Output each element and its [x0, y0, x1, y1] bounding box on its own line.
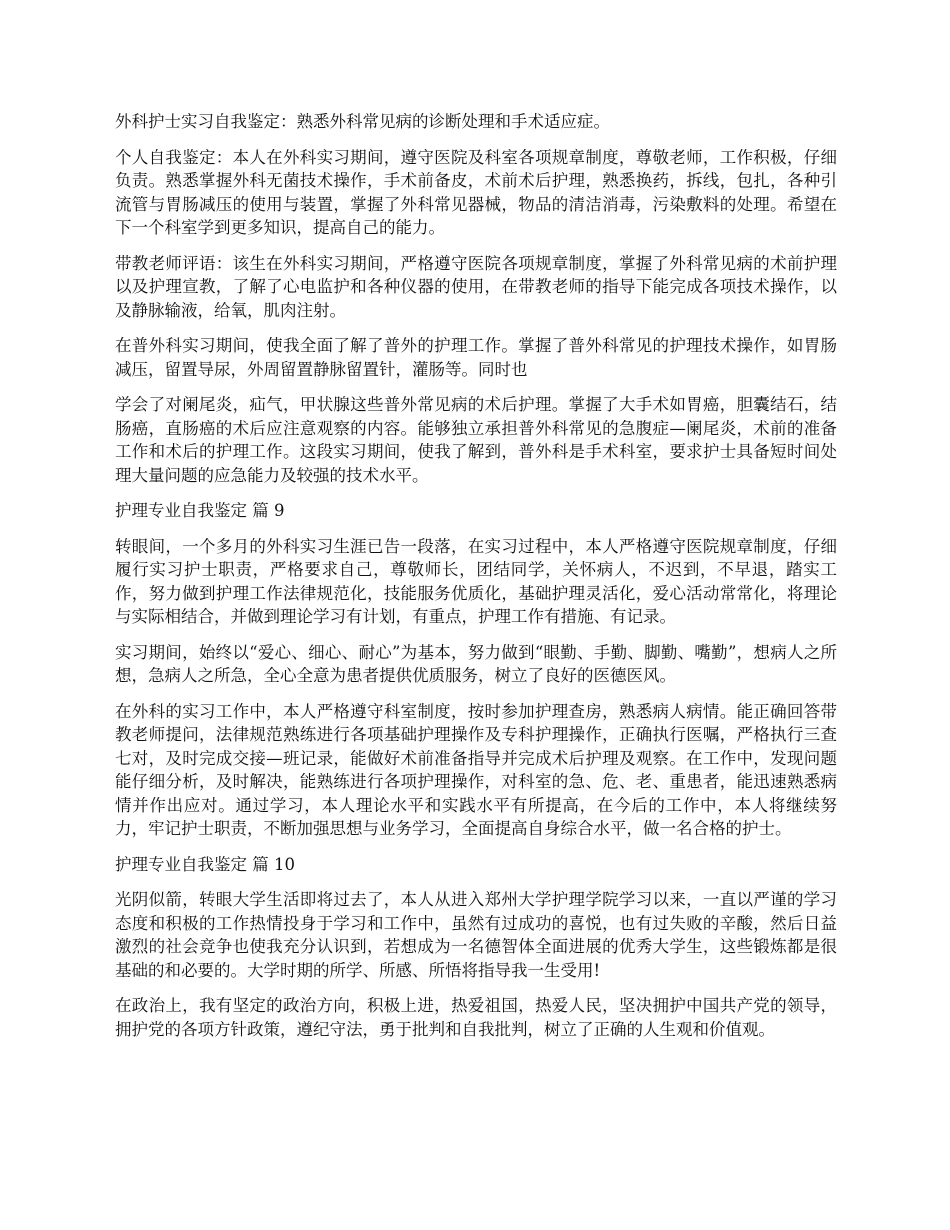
paragraph-general-surgery-cont: 学会了对阑尾炎，疝气，甲状腺这些普外常见病的术后护理。掌握了大手术如胃癌，胆囊结石，结肠癌，直肠癌的术后应注意观察的内容。能够独立承担普外科常见的急腹症—阑尾炎，术前的准备工作和术后的护理工作。这段实习期间，使我了解到，普外科是手术科室，要求护士具备短时间处理大量问题的应急能力及较强的技术水平。	[115, 395, 837, 485]
section-heading-10: 护理专业自我鉴定 篇 10	[115, 854, 295, 874]
section-heading-9: 护理专业自我鉴定 篇 9	[115, 501, 285, 520]
paragraph-section9-intro: 转眼间，一个多月的外科实习生涯已告一段落，在实习过程中，本人严格遵守医院规章制度，仔细履行实习护士职责，严格要求自己，尊敬师长，团结同学，关怀病人，不迟到，不早退，踏实工作，努力做到护理工作法律规范化，技能服务优质化，基础护理灵活化，爱心活动常常化，将理论与实际相结合，并做到理论学习有计划，有重点，护理工作有措施、有记录。	[115, 536, 837, 626]
paragraph-teacher-comment: 带教老师评语：该生在外科实习期间，严格遵守医院各项规章制度，掌握了外科常见病的术前护理以及护理宣教，了解了心电监护和各种仪器的使用，在带教老师的指导下能完成各项技术操作，以及静脉输液，给氧，肌肉注射。	[115, 253, 837, 320]
paragraph-section9-work: 在外科的实习工作中，本人严格遵守科室制度，按时参加护理查房，熟悉病人病情。能正确回答带教老师提问，法律规范熟练进行各项基础护理操作及专科护理操作，正确执行医嘱，严格执行三查七对，及时完成交接—班记录，能做好术前准备指导并完成术后护理及观察。在工作中，发现问题能仔细分析，及时解决，能熟练进行各项护理操作，对科室的急、危、老、重患者，能迅速熟悉病情并作出应对。通过学习，本人理论水平和实践水平有所提高，在今后的工作中，本人将继续努力，牢记护士职责，不断加强思想与业务学习，全面提高自身综合水平，做一名合格的护士。	[115, 701, 837, 838]
paragraph-general-surgery: 在普外科实习期间，使我全面了解了普外的护理工作。掌握了普外科常见的护理技术操作，如胃肠减压，留置导尿，外周留置静脉留置针，灌肠等。同时也	[115, 336, 837, 379]
paragraph-section10-politics: 在政治上，我有坚定的政治方向，积极上进，热爱祖国，热爱人民，坚决拥护中国共产党的领导，拥护党的各项方针政策，遵纪守法，勇于批判和自我批判，树立了正确的人生观和价值观。	[115, 996, 837, 1039]
paragraph-surgical-intro: 外科护士实习自我鉴定：熟悉外科常见病的诊断处理和手术适应症。	[115, 112, 610, 131]
paragraph-section10-intro: 光阴似箭，转眼大学生活即将过去了，本人从进入郑州大学护理学院学习以来，一直以严谨的学习态度和积极的工作热情投身于学习和工作中，虽然有过成功的喜悦，也有过失败的辛酸，然后日益激烈的社会竞争也使我充分认识到，若想成为一名德智体全面进展的优秀大学生，这些锻炼都是很基础的和必要的。大学时期的所学、所感、所悟将指导我一生受用!	[115, 890, 837, 980]
document-body	[115, 110, 837, 1053]
paragraph-section9-attitude: 实习期间，始终以“爱心、细心、耐心”为基本，努力做到“眼勤、手勤、脚勤、嘴勤”，想病人之所想，急病人之所急，全心全意为患者提供优质服务，树立了良好的医德医风。	[115, 642, 837, 685]
paragraph-self-assessment: 个人自我鉴定：本人在外科实习期间，遵守医院及科室各项规章制度，尊敬老师，工作积极，仔细负责。熟悉掌握外科无菌技术操作，手术前备皮，术前术后护理，熟悉换药，拆线，包扎，各种引流管与胃肠减压的使用与装置，掌握了外科常见器械，物品的清洁消毒，污染敷料的处理。希望在下一个科室学到更多知识，提高自己的能力。	[115, 147, 837, 237]
